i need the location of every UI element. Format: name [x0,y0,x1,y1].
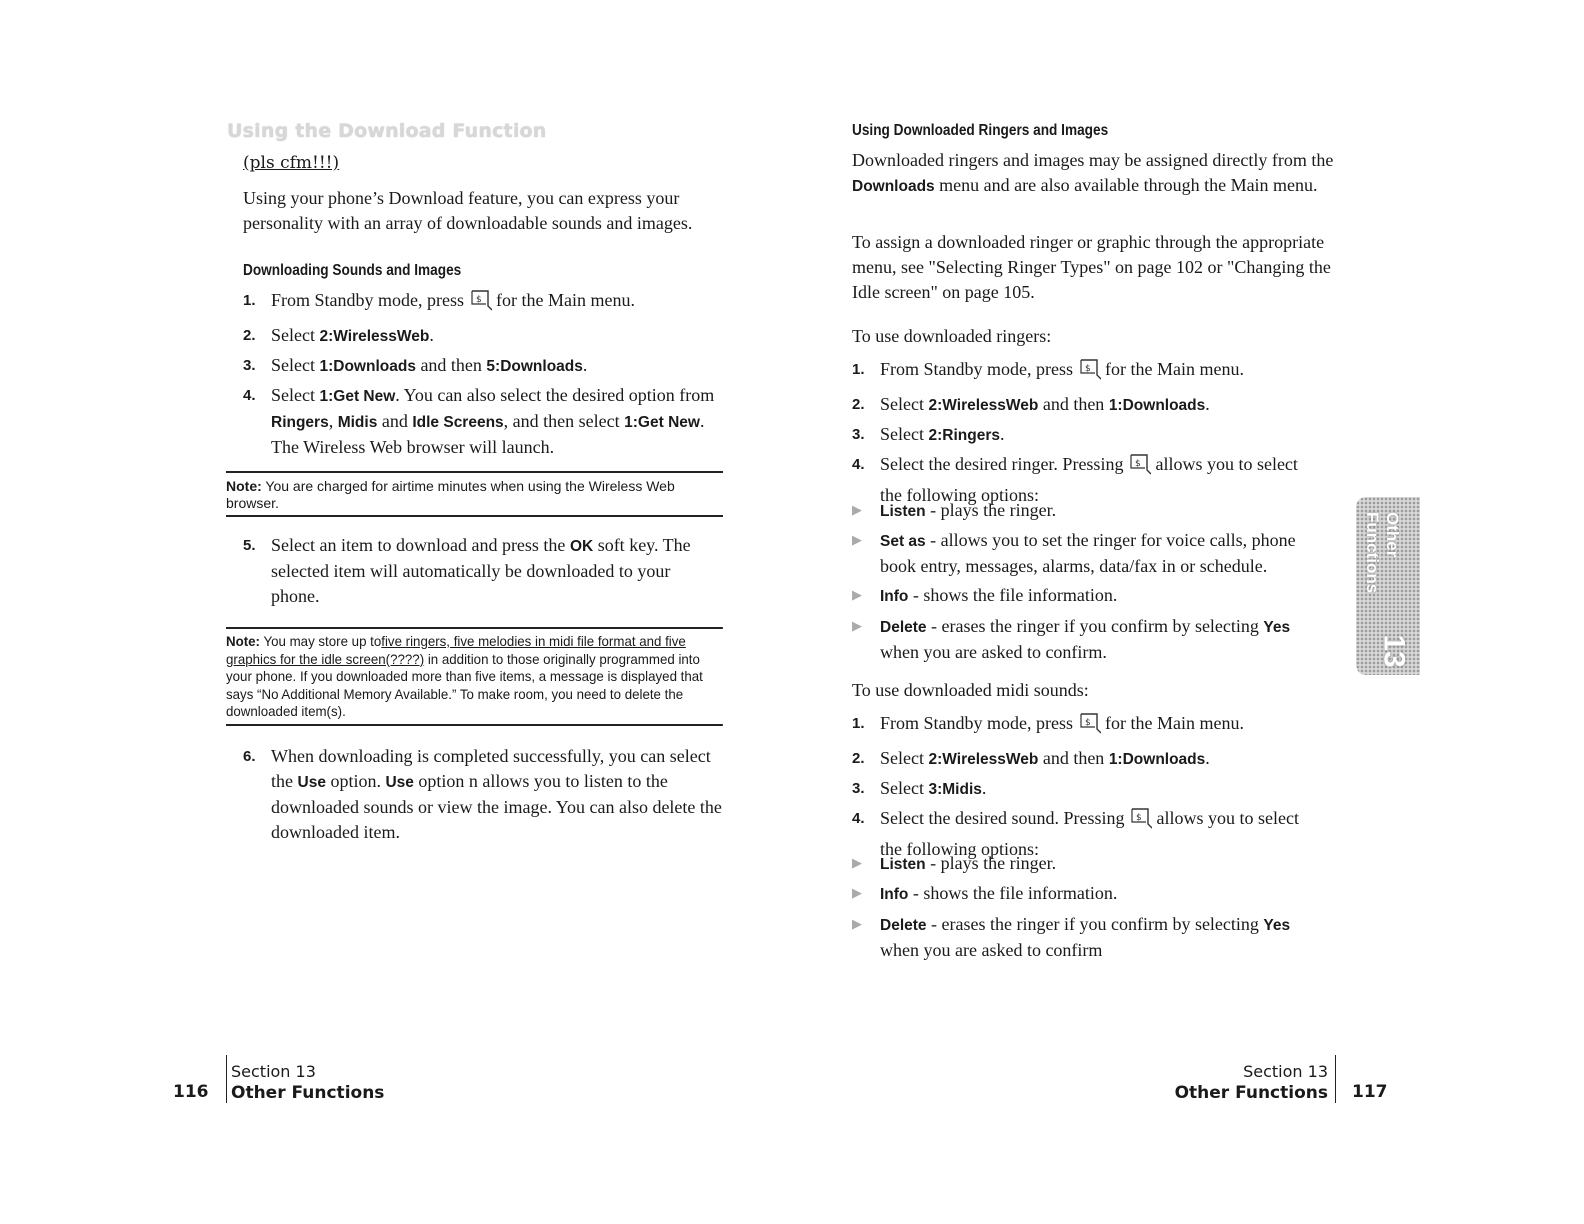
step-number: 3. [243,357,256,374]
ringer-steps [852,357,1322,508]
step-text: Select the desired ringer. Pressing [880,454,1124,474]
svg-text:$: $ [1085,718,1091,728]
footer-right [1175,1062,1328,1104]
step-3 [243,353,733,379]
step-text: The Wireless Web browser will launch. [271,437,555,457]
step-text: Select the desired sound. Pressing [880,808,1125,828]
step-number: 1. [243,292,256,309]
menu-option: 1:Get New [624,414,700,431]
section-title: Using the Download Function [227,120,547,142]
menu-key-icon [1127,452,1151,483]
step-number: 2. [243,327,256,344]
step-text: and [381,411,408,431]
ringer-step-3 [852,422,1322,448]
option-listen [852,498,1322,524]
option-text: - erases the ringer if you confirm by selecting [931,616,1259,636]
option-label: Delete [880,917,927,934]
svg-text:$: $ [1136,813,1143,823]
step-number: 5. [243,537,256,554]
subheading-using-downloaded: Using Downloaded Ringers and Images [852,122,1109,139]
arrow-bullet-icon: ▶ [852,503,862,518]
midi-options [852,851,1322,963]
step-1 [243,288,733,319]
step-text: and then [420,355,482,375]
step-text: , and then select [503,411,620,431]
step-number: 4. [852,456,865,473]
footer-left [231,1062,384,1104]
step-text: From Standby mode, press [880,359,1073,379]
arrow-bullet-icon: ▶ [852,619,862,634]
option-label: Listen [880,856,926,873]
arrow-bullet-icon: ▶ [852,588,862,603]
step-text: soft key. The selected item will automatically be downloaded to your phone. [271,535,691,606]
step-text: Select [271,385,315,405]
step-text: Select [271,325,315,345]
footer-divider-right [1335,1055,1336,1103]
step-number: 4. [243,387,256,404]
page-number-right: 117 [1352,1082,1388,1102]
option-info [852,881,1322,907]
menu-option: 5:Downloads [486,358,583,375]
step-text: option. [330,771,381,791]
menu-option: 2:Ringers [928,427,1000,444]
note-text: in addition to those originally programmed into your phone. If you downloaded more than five items, a message is displayed that says “No Additional Memory Available.” To make room, you need to delete the downloaded item(s). [226,650,703,719]
menu-key-icon [1128,806,1152,837]
ringers-intro: To use downloaded ringers: [852,326,1052,346]
option-text: when you are asked to confirm. [880,642,1107,662]
option-delete [852,614,1322,665]
option-text: - erases the ringer if you confirm by selecting [931,914,1259,934]
step-4 [243,383,733,460]
option-label: Yes [1263,619,1291,636]
svg-text:$: $ [1085,364,1091,374]
arrow-bullet-icon: ▶ [852,886,862,901]
menu-option: 1:Get New [319,388,396,405]
option-info [852,583,1322,609]
menu-option: 2:WirelessWeb [928,751,1039,768]
step-number: 1. [852,715,865,732]
step-number: 2. [852,750,865,767]
note-airtime [226,471,723,517]
step-number: 3. [852,426,865,443]
note-text: You may store up to [263,633,382,649]
note-underlined-text: five ringers, five melodies in midi file format and five graphics for the idle screen(????) [226,633,686,667]
subheading-downloading: Downloading Sounds and Images [243,262,462,279]
menu-option: 2:WirelessWeb [319,328,430,345]
arrow-bullet-icon: ▶ [852,917,862,932]
paragraph-assign [852,148,1337,199]
option-text: - shows the file information. [912,585,1118,605]
option-label: Listen [880,503,926,520]
step-text: allows you to select the following options: [880,808,1299,859]
option-label: Use [385,774,414,791]
intro-paragraph: Using your phone’s Download feature, you can express your personality with an array of downloadable sounds and images. [243,188,693,233]
step-text: , [328,411,334,431]
step-text: . You can also select the desired option from [395,385,715,405]
midi-step-3 [852,776,1322,802]
confirm-note: (pls cfm!!!) [243,153,340,173]
option-text: - shows the file information. [912,883,1118,903]
step-number: 3. [852,780,865,797]
option-label: Info [880,588,909,605]
paragraph-reference: To assign a downloaded ringer or graphic through the appropriate menu, see "Selecting Ringer Types" on page 102 or "Changing the Idle screen" on page 105. [852,232,1331,302]
ringer-step-1 [852,357,1322,388]
step-text: allows you to select the following options: [880,454,1298,505]
step-text: Select [880,778,924,798]
option-label: Delete [880,619,927,636]
midi-step-1 [852,711,1322,742]
step-text: Select [271,355,315,375]
menu-option: 3:Midis [928,781,982,798]
step-text: . [429,325,434,345]
step-text: Select an item to download and press the [271,535,566,555]
menu-option: 1:Downloads [319,358,416,375]
step-text: . [1205,394,1210,414]
arrow-bullet-icon: ▶ [852,856,862,871]
ringer-step-2 [852,392,1322,418]
midi-step-2 [852,746,1322,772]
menu-option: 2:WirelessWeb [928,397,1039,414]
step-2 [243,323,733,349]
menu-option: 1:Downloads [1108,751,1206,768]
download-steps-continued [243,533,713,609]
page-number-left: 116 [173,1082,209,1102]
menu-option: 1:Downloads [1108,397,1206,414]
step-text: From Standby mode, press [271,290,464,310]
footer-title: Other Functions [1174,1083,1328,1103]
step-number: 4. [852,810,865,827]
menu-key-icon [468,288,492,319]
section-tab-number: 13 [1377,634,1411,668]
menu-option: Ringers [271,414,329,431]
ringer-options [852,498,1322,665]
download-steps-final [243,744,725,845]
step-text: for the Main menu. [496,290,635,310]
note-label: Note: [226,478,262,494]
option-text: - plays the ringer. [930,853,1057,873]
footer-divider-left [226,1055,227,1103]
step-6 [243,744,725,845]
arrow-bullet-icon: ▶ [852,533,862,548]
note-label: Note: [226,633,260,649]
step-text: When downloading is completed successfully, you can select the [271,746,711,791]
option-label: Set as [880,533,926,550]
option-label: Info [880,886,909,903]
paragraph-text: Downloaded ringers and images may be assigned directly from the [852,150,1334,170]
option-label: Use [297,774,326,791]
step-text: for the Main menu. [1105,359,1244,379]
step-5 [243,533,713,609]
menu-option: Idle Screens [412,414,504,431]
step-text: From Standby mode, press [880,713,1073,733]
midi-intro: To use downloaded midi sounds: [852,680,1089,700]
option-set-as [852,528,1322,579]
step-text: . [582,355,588,375]
step-text: Select [880,424,924,444]
option-delete [852,912,1322,963]
svg-text:$: $ [1135,459,1142,469]
menu-key-icon [1077,711,1101,742]
step-number: 2. [852,396,865,413]
option-label: Yes [1263,917,1291,934]
footer-section: Section 13 [231,1062,316,1081]
download-steps [243,288,733,460]
midi-steps [852,711,1322,862]
option-listen [852,851,1322,877]
step-number: 1. [852,361,865,378]
step-text: Select [880,748,924,768]
note-text: You are charged for airtime minutes when using the Wireless Web browser. [226,478,675,511]
step-text: option n allows you to listen to the downloaded sounds or view the image. You can also delete the downloaded item. [271,771,722,842]
step-text: and then [1042,394,1105,414]
step-number: 6. [243,748,256,765]
menu-option: Midis [337,414,378,431]
svg-text:$: $ [476,295,482,305]
menu-option: Downloads [852,178,935,195]
option-text: - plays the ringer. [930,500,1057,520]
step-text: . [981,778,987,798]
footer-title: Other Functions [231,1083,385,1103]
footer-section: Section 13 [1243,1062,1328,1081]
step-text: Select [880,394,924,414]
menu-key-icon [1077,357,1101,388]
step-text: and then [1042,748,1105,768]
step-text: . [699,411,705,431]
step-text: for the Main menu. [1105,713,1244,733]
step-text: . [999,424,1005,444]
option-text: - allows you to set the ringer for voice calls, phone book entry, messages, alarms, data/fax in or schedule. [880,530,1296,576]
paragraph-text: menu and are also available through the Main menu. [939,175,1318,195]
section-tab-label: Other Functions [1363,512,1402,594]
step-text: . [1205,748,1210,768]
option-text: when you are asked to confirm [880,940,1103,960]
note-storage [226,627,723,726]
soft-key-label: OK [569,538,594,555]
